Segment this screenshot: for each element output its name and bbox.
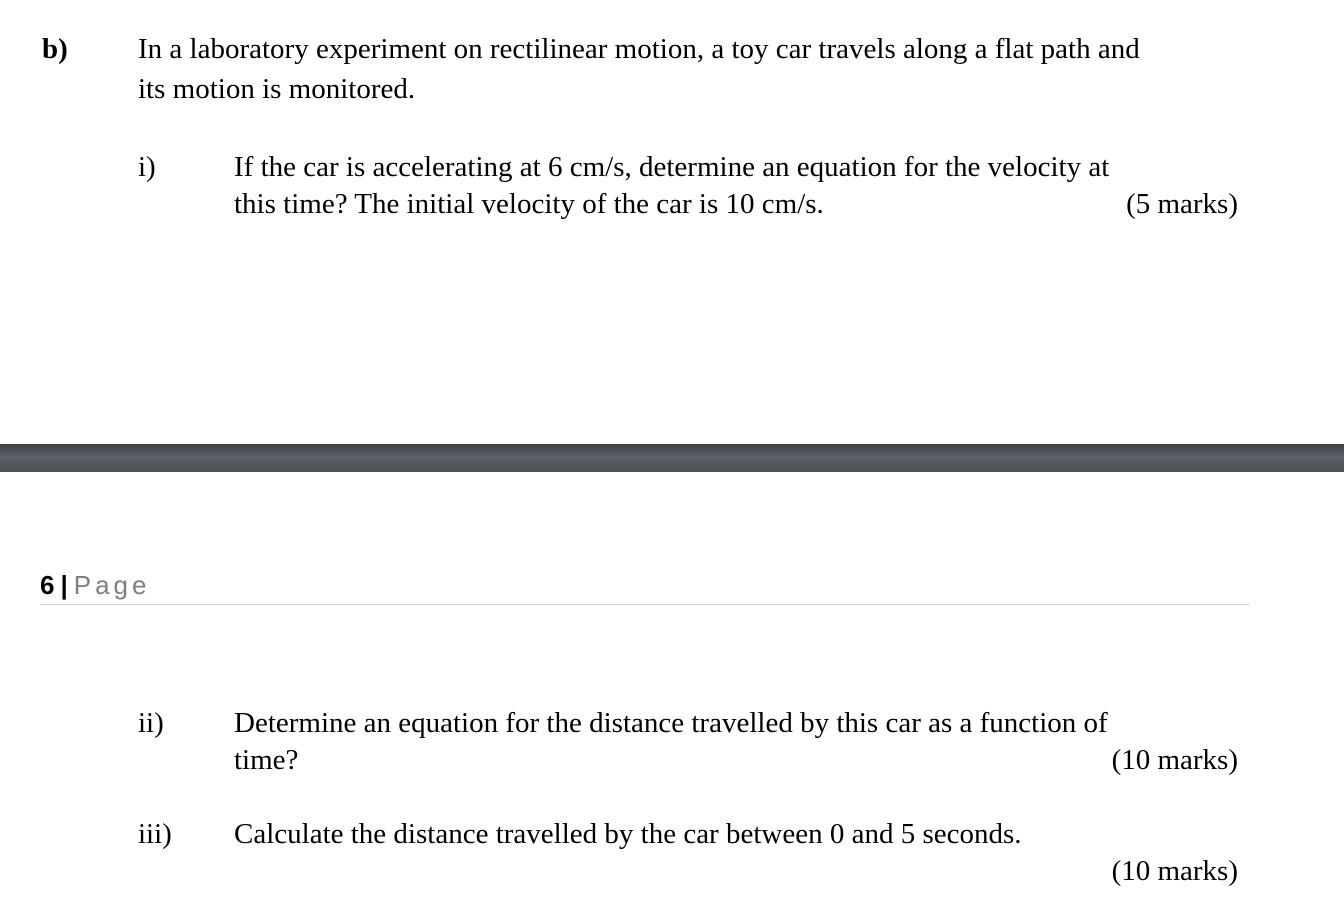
question-i-line2-row [234, 185, 1238, 223]
question-ii-marks: (10 marks) [1111, 744, 1238, 776]
question-iii-marks-row [234, 852, 1238, 890]
question-ii-line2: time? [234, 744, 299, 776]
question-i-label: i) [138, 151, 156, 183]
question-iii-marks: (10 marks) [1111, 855, 1238, 887]
page-footer [40, 568, 150, 602]
page-word: Page [73, 570, 151, 600]
part-b-intro-line1: In a laboratory experiment on rectilinear motion, a toy car travels along a flat path and [138, 33, 1140, 65]
question-iii-line1: Calculate the distance travelled by the car between 0 and 5 seconds. [234, 818, 1022, 850]
page-separator: | [60, 570, 68, 600]
page-number: 6 [40, 570, 55, 600]
question-iii-label: iii) [138, 818, 172, 850]
question-i-line2: this time? The initial velocity of the car is 10 cm/s. [234, 188, 824, 220]
question-ii-label: ii) [138, 707, 164, 739]
footer-rule [40, 604, 1250, 605]
question-ii-line1: Determine an equation for the distance travelled by this car as a function of [234, 707, 1108, 739]
part-b-intro-line2: its motion is monitored. [138, 73, 416, 105]
page-break-divider [0, 444, 1344, 472]
part-b-label: b) [42, 33, 68, 65]
question-i-line1: If the car is accelerating at 6 cm/s, determine an equation for the velocity at [234, 151, 1110, 183]
question-ii-line2-row [234, 741, 1238, 779]
question-i-marks: (5 marks) [1126, 188, 1238, 220]
